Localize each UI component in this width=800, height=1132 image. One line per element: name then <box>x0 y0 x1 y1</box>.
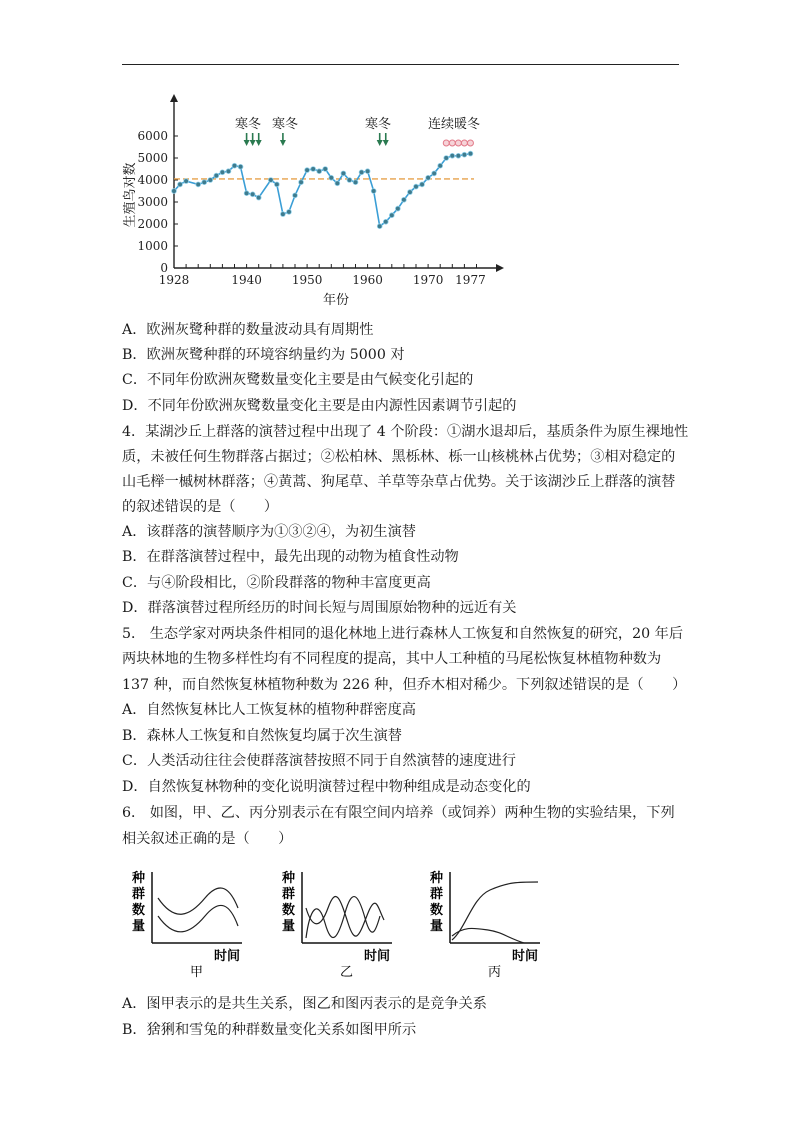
data-point <box>329 175 334 180</box>
data-point <box>402 197 407 202</box>
q3-option-b: B．欧洲灰鹭种群的环境容纳量约为 5000 对 <box>122 347 405 363</box>
data-point <box>468 151 473 156</box>
q5-stem-line-1: 5． 生态学家对两块条件相同的退化林地上进行森林人工恢复和自然恢复的研究，20 年后 <box>122 626 684 642</box>
ylabel-char: 种 <box>132 871 146 886</box>
data-point <box>293 193 298 198</box>
q6-option-a: A．图甲表示的是共生关系，图乙和图丙表示的是竞争关系 <box>122 996 487 1012</box>
y-tick-label: 0 <box>160 261 168 275</box>
x-axis-title: 年份 <box>322 293 350 308</box>
x-tick-label: 1940 <box>231 273 262 287</box>
q3-option-c: C．不同年份欧洲灰鹭数量变化主要是由气候变化引起的 <box>122 372 474 388</box>
caption-yi: 乙 <box>340 965 354 978</box>
xlabel: 时间 <box>364 949 391 964</box>
data-point <box>281 212 286 217</box>
y-tick-label: 3000 <box>137 195 168 209</box>
warm-winter-marker <box>443 140 449 146</box>
warm-winter-marker <box>449 140 455 146</box>
cold-winter-arrowhead <box>256 140 262 146</box>
q6-option-b: B．猞猁和雪兔的种群数量变化关系如图甲所示 <box>122 1022 417 1038</box>
data-point <box>365 169 370 174</box>
q4-option-b: B．在群落演替过程中，最先出现的动物为植食性动物 <box>122 549 459 565</box>
data-point <box>341 171 346 176</box>
cold-winter-arrowhead <box>244 140 250 146</box>
ylabel-char: 种 <box>282 871 296 886</box>
q4-stem-line-2: 质，未被任何生物群落占据过；②松柏林、黑栎林、栎一山核桃林占优势；③相对稳定的 <box>122 449 676 465</box>
q4-stem-line-4: 的叙述错误的是（ ） <box>122 499 279 515</box>
ylabel-char: 群 <box>430 887 444 902</box>
q3-option-d: D．不同年份欧洲灰鹭数量变化主要是由内源性因素调节引起的 <box>122 398 517 414</box>
q6-stem-line-2: 相关叙述正确的是（ ） <box>122 831 293 847</box>
data-point <box>250 192 255 197</box>
data-point <box>214 173 219 178</box>
data-point <box>274 182 279 187</box>
data-point <box>305 168 310 173</box>
ylabel-char: 量 <box>282 919 296 934</box>
q5-stem-line-2: 两块林地的生物多样性均有不同程度的提高，其中人工种植的马尾松恢复林植物种数为 <box>122 651 662 667</box>
x-tick-label: 1977 <box>455 273 486 287</box>
x-tick-label: 1970 <box>412 273 444 287</box>
q4-stem-line-3: 山毛榉一槭树林群落；④黄蒿、狗尾草、羊草等杂草占优势。关于该湖沙丘上群落的演替 <box>122 474 676 490</box>
q5-option-c: C．人类活动往往会使群落演替按照不同于自然演替的速度进行 <box>122 753 516 769</box>
series-line <box>174 154 470 227</box>
data-point <box>232 163 237 168</box>
cold-winter-label: 寒冬 <box>364 117 392 132</box>
xlabel: 时间 <box>512 949 539 964</box>
q4-stem-line-1: 4．某湖沙丘上群落的演替过程中出现了 4 个阶段：①湖水退却后，基质条件为原生裸地性 <box>122 424 689 440</box>
warm-winter-label: 连续暖冬 <box>427 117 481 132</box>
q5-stem-line-3: 137 种，而自然恢复林植物种数为 226 种，但乔木相对稀少。下列叙述错误的是（ ） <box>122 677 687 693</box>
data-point <box>408 190 413 195</box>
x-tick-label: 1960 <box>352 273 383 287</box>
data-point <box>178 182 183 187</box>
y-axis-title: 生殖鸟对数 <box>123 162 138 228</box>
ylabel-char: 群 <box>282 887 296 902</box>
figure-yi <box>280 868 410 978</box>
data-point <box>323 167 328 172</box>
ylabel-char: 量 <box>132 919 146 934</box>
cold-winter-arrowhead <box>383 140 389 146</box>
warm-winter-marker <box>461 140 467 146</box>
caption-bing: 丙 <box>488 965 502 978</box>
ylabel-char: 数 <box>132 903 146 918</box>
ylabel-char: 数 <box>430 903 444 918</box>
data-point <box>347 178 352 183</box>
xlabel: 时间 <box>214 949 241 964</box>
cold-winter-arrowhead <box>377 140 383 146</box>
q5-option-d: D．自然恢复林物种的变化说明演替过程中物种组成是动态变化的 <box>122 779 531 795</box>
ylabel-char: 群 <box>132 887 146 902</box>
y-axis-arrow <box>170 94 178 102</box>
data-point <box>256 195 261 200</box>
ylabel-char: 数 <box>282 903 296 918</box>
data-point <box>317 169 322 174</box>
population-line-chart <box>118 90 508 312</box>
q4-option-d: D．群落演替过程所经历的时间长短与周围原始物种的远近有关 <box>122 600 517 616</box>
data-point <box>226 169 231 174</box>
data-point <box>353 180 358 185</box>
data-point <box>456 153 461 158</box>
y-tick-label: 6000 <box>137 129 168 143</box>
x-tick-label: 1928 <box>158 273 190 287</box>
data-point <box>371 189 376 194</box>
cold-winter-label: 寒冬 <box>234 117 262 132</box>
data-point <box>383 219 388 224</box>
cold-winter-label: 寒冬 <box>271 117 299 132</box>
data-point <box>184 179 189 184</box>
data-point <box>202 180 207 185</box>
cold-winter-arrowhead <box>280 140 286 146</box>
ylabel-char: 种 <box>430 871 444 886</box>
y-tick-label: 5000 <box>137 151 168 165</box>
x-axis-arrow <box>496 264 504 272</box>
q5-option-b: B．森林人工恢复和自然恢复均属于次生演替 <box>122 728 402 744</box>
data-point <box>299 180 304 185</box>
data-point <box>268 178 273 183</box>
cold-winter-arrowhead <box>250 140 256 146</box>
data-point <box>238 164 243 169</box>
ylabel-char: 量 <box>430 919 444 934</box>
data-point <box>377 224 382 229</box>
data-point <box>450 153 455 158</box>
data-point <box>420 182 425 187</box>
data-point <box>462 152 467 157</box>
q5-option-a: A．自然恢复林比人工恢复林的植物种群密度高 <box>122 702 416 718</box>
data-point <box>172 189 177 194</box>
data-point <box>244 191 249 196</box>
data-point <box>287 210 292 215</box>
q4-option-c: C．与④阶段相比，②阶段群落的物种丰富度更高 <box>122 575 431 591</box>
figure-jia <box>130 868 260 978</box>
warm-winter-marker <box>467 140 473 146</box>
q4-option-a: A．该群落的演替顺序为①③②④，为初生演替 <box>122 524 416 540</box>
data-point <box>426 175 431 180</box>
y-tick-label: 2000 <box>137 217 168 231</box>
data-point <box>359 170 364 175</box>
data-point <box>196 182 201 187</box>
data-point <box>432 171 437 176</box>
data-point <box>220 170 225 175</box>
data-point <box>438 163 443 168</box>
y-tick-label: 4000 <box>137 173 168 187</box>
data-point <box>389 213 394 218</box>
y-tick-label: 1000 <box>137 239 168 253</box>
data-point <box>395 206 400 211</box>
data-point <box>444 156 449 161</box>
x-tick-label: 1950 <box>291 273 323 287</box>
data-point <box>335 181 340 186</box>
data-point <box>414 184 419 189</box>
figure-bing <box>428 868 558 978</box>
q3-option-a: A．欧洲灰鹭种群的数量波动具有周期性 <box>122 322 374 338</box>
caption-jia: 甲 <box>190 965 204 978</box>
data-point <box>311 167 316 172</box>
q6-stem-line-1: 6． 如图，甲、乙、丙分别表示在有限空间内培养（或饲养）两种生物的实验结果，下列 <box>122 805 675 821</box>
data-point <box>208 178 213 183</box>
header-rule <box>122 64 679 65</box>
warm-winter-marker <box>455 140 461 146</box>
